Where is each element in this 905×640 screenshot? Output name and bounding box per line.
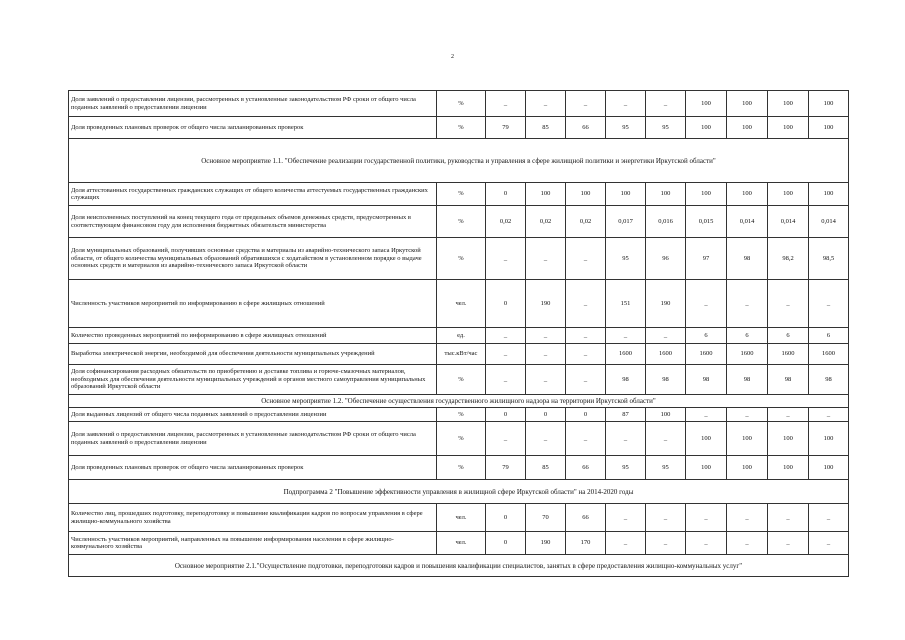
indicator-name: Доля заявлений о предоставлении лицензии, рассмотренных в установленные законодательством РФ сроки от общего числа поданных заявлений о предоставлении лицензии [69, 422, 437, 456]
value-cell: 96 [646, 238, 686, 280]
section-header-row [69, 139, 849, 183]
value-cell: 0,014 [768, 206, 809, 238]
table-row [69, 206, 849, 238]
unit-cell: чел. [437, 532, 486, 555]
value-cell: 100 [768, 183, 809, 206]
value-cell: 0,017 [606, 206, 646, 238]
value-cell: 98,2 [768, 238, 809, 280]
value-cell: 190 [526, 532, 566, 555]
value-cell: 100 [606, 183, 646, 206]
value-cell: _ [646, 532, 686, 555]
value-cell: _ [727, 280, 768, 328]
table-row [69, 456, 849, 480]
value-cell: 95 [606, 456, 646, 480]
value-cell: _ [566, 280, 606, 328]
table-row [69, 280, 849, 328]
value-cell: 151 [606, 280, 646, 328]
value-cell: 100 [768, 456, 809, 480]
value-cell: _ [486, 422, 526, 456]
table-row [69, 183, 849, 206]
section-title: Основное мероприятие 1.1. "Обеспечение реализации государственной политики, руководства и управления в сфере жилищной политики и энергетики Иркутской области" [69, 139, 849, 183]
value-cell: 0,016 [646, 206, 686, 238]
value-cell: _ [526, 365, 566, 395]
value-cell: _ [809, 504, 849, 532]
table-row [69, 238, 849, 280]
value-cell: _ [727, 408, 768, 422]
value-cell: 1600 [606, 344, 646, 365]
value-cell: 98,5 [809, 238, 849, 280]
section-title: Основное мероприятие 1.2. "Обеспечение осуществления государственного жилищного надзора на территории Иркутской области" [69, 395, 849, 408]
unit-cell: ед. [437, 328, 486, 344]
value-cell: 100 [646, 183, 686, 206]
table-row [69, 365, 849, 395]
unit-cell: % [437, 183, 486, 206]
indicators-table-body [69, 91, 849, 577]
value-cell: 100 [768, 422, 809, 456]
section-title: Подпрограмма 2 "Повышение эффективности управления в жилищной сфере Иркутской области" на 2014-2020 годы [69, 480, 849, 504]
value-cell: 100 [727, 422, 768, 456]
value-cell: 100 [566, 183, 606, 206]
table-row [69, 408, 849, 422]
value-cell: 190 [646, 280, 686, 328]
value-cell: _ [768, 532, 809, 555]
value-cell: 0 [526, 408, 566, 422]
indicator-name: Численность участников мероприятий по информированию в сфере жилищных отношений [69, 280, 437, 328]
value-cell: 1600 [809, 344, 849, 365]
indicator-name: Численность участников мероприятий, направленных на повышение информирования населения в сфере жилищно-коммунального хозяйства [69, 532, 437, 555]
value-cell: 98 [809, 365, 849, 395]
value-cell: 100 [686, 117, 727, 139]
value-cell: 97 [686, 238, 727, 280]
unit-cell: % [437, 117, 486, 139]
value-cell: _ [646, 328, 686, 344]
value-cell: 85 [526, 117, 566, 139]
value-cell: 100 [809, 91, 849, 117]
value-cell: _ [686, 408, 727, 422]
table-row [69, 504, 849, 532]
indicator-name: Доля аттестованных государственных гражданских служащих от общего количества аттестуемых государственных гражданских служащих [69, 183, 437, 206]
value-cell: 98 [768, 365, 809, 395]
table-row [69, 344, 849, 365]
value-cell: 85 [526, 456, 566, 480]
value-cell: _ [486, 328, 526, 344]
value-cell: _ [566, 328, 606, 344]
table-row [69, 91, 849, 117]
value-cell: 100 [809, 183, 849, 206]
value-cell: _ [809, 280, 849, 328]
value-cell: _ [646, 422, 686, 456]
value-cell: 170 [566, 532, 606, 555]
value-cell: 100 [526, 183, 566, 206]
unit-cell: % [437, 422, 486, 456]
value-cell: _ [566, 344, 606, 365]
value-cell: 6 [768, 328, 809, 344]
value-cell: 0 [486, 504, 526, 532]
value-cell: _ [566, 365, 606, 395]
value-cell: 6 [727, 328, 768, 344]
value-cell: 98 [727, 365, 768, 395]
value-cell: 66 [566, 456, 606, 480]
value-cell: _ [566, 422, 606, 456]
value-cell: 100 [768, 117, 809, 139]
page-number: 2 [451, 54, 454, 60]
value-cell: _ [768, 280, 809, 328]
unit-cell: % [437, 206, 486, 238]
value-cell: 98 [727, 238, 768, 280]
unit-cell: % [437, 365, 486, 395]
value-cell: 1600 [646, 344, 686, 365]
value-cell: 87 [606, 408, 646, 422]
value-cell: 100 [686, 183, 727, 206]
value-cell: _ [686, 504, 727, 532]
value-cell: 0,014 [809, 206, 849, 238]
value-cell: 100 [686, 422, 727, 456]
value-cell: 95 [606, 238, 646, 280]
value-cell: 98 [646, 365, 686, 395]
unit-cell: % [437, 238, 486, 280]
indicator-name: Доля муниципальных образований, получивших основные средства и материалы из аварийно-технического запаса Иркутской области, от общего количества муниципальных образований обратившихся с ходатайством в установленном порядке о выдаче основных средств и материалов из аварийно-технического запаса Иркутской области [69, 238, 437, 280]
value-cell: 100 [727, 183, 768, 206]
value-cell: 70 [526, 504, 566, 532]
value-cell: 100 [686, 91, 727, 117]
indicator-name: Количество проведенных мероприятий по информированию в сфере жилищных отношений [69, 328, 437, 344]
value-cell: 0,02 [526, 206, 566, 238]
value-cell: _ [686, 280, 727, 328]
value-cell: 6 [686, 328, 727, 344]
value-cell: 0,014 [727, 206, 768, 238]
value-cell: 66 [566, 117, 606, 139]
unit-cell: % [437, 91, 486, 117]
value-cell: 100 [727, 456, 768, 480]
value-cell: 0,02 [566, 206, 606, 238]
value-cell: 100 [809, 422, 849, 456]
value-cell: 6 [809, 328, 849, 344]
value-cell: 100 [809, 117, 849, 139]
value-cell: 95 [606, 117, 646, 139]
value-cell: _ [606, 328, 646, 344]
value-cell: 95 [646, 456, 686, 480]
value-cell: _ [486, 238, 526, 280]
unit-cell: % [437, 408, 486, 422]
table-row [69, 422, 849, 456]
unit-cell: чел. [437, 280, 486, 328]
section-title: Основное мероприятие 2.1."Осуществление подготовки, переподготовки кадров и повышения квалификации специалистов, занятых в сфере предоставления жилищно-коммунальных услуг" [69, 555, 849, 577]
value-cell: 98 [686, 365, 727, 395]
value-cell: 1600 [686, 344, 727, 365]
value-cell: _ [606, 504, 646, 532]
value-cell: 1600 [727, 344, 768, 365]
value-cell: _ [526, 91, 566, 117]
value-cell: 100 [809, 456, 849, 480]
value-cell: 0 [486, 532, 526, 555]
value-cell: _ [486, 365, 526, 395]
value-cell: 0 [486, 280, 526, 328]
value-cell: _ [566, 91, 606, 117]
value-cell: _ [606, 91, 646, 117]
value-cell: _ [768, 408, 809, 422]
indicator-name: Количество лиц, прошедших подготовку, переподготовку и повышение квалификации кадров по вопросам управления в сфере жилищно-коммунального хозяйства [69, 504, 437, 532]
indicator-name: Доля проведенных плановых проверок от общего числа запланированных проверок [69, 456, 437, 480]
value-cell: 98 [606, 365, 646, 395]
value-cell: _ [809, 532, 849, 555]
value-cell: 190 [526, 280, 566, 328]
value-cell: _ [526, 422, 566, 456]
value-cell: _ [526, 344, 566, 365]
value-cell: 0 [486, 408, 526, 422]
value-cell: _ [526, 328, 566, 344]
value-cell: 100 [646, 408, 686, 422]
indicator-name: Выработка электрической энергии, необходимой для обеспечения деятельности муниципальных учреждений [69, 344, 437, 365]
section-header-row [69, 555, 849, 577]
unit-cell: тыс.кВт/час [437, 344, 486, 365]
section-header-row [69, 480, 849, 504]
value-cell: 0 [566, 408, 606, 422]
value-cell: 66 [566, 504, 606, 532]
section-header-row [69, 395, 849, 408]
value-cell: _ [486, 344, 526, 365]
value-cell: 0,015 [686, 206, 727, 238]
value-cell: 100 [686, 456, 727, 480]
value-cell: 95 [646, 117, 686, 139]
value-cell: 100 [727, 91, 768, 117]
indicator-name: Доля заявлений о предоставлении лицензии, рассмотренных в установленные законодательством РФ сроки от общего числа поданных заявлений о предоставлении лицензии [69, 91, 437, 117]
value-cell: 79 [486, 117, 526, 139]
value-cell: _ [686, 532, 727, 555]
table-row [69, 532, 849, 555]
value-cell: 1600 [768, 344, 809, 365]
indicator-name: Доля проведенных плановых проверок от общего числа запланированных проверок [69, 117, 437, 139]
unit-cell: % [437, 456, 486, 480]
value-cell: _ [727, 532, 768, 555]
value-cell: _ [486, 91, 526, 117]
value-cell: _ [727, 504, 768, 532]
indicators-table [68, 90, 849, 577]
table-row [69, 328, 849, 344]
value-cell: _ [566, 238, 606, 280]
value-cell: _ [809, 408, 849, 422]
value-cell: 0,02 [486, 206, 526, 238]
value-cell: 0 [486, 183, 526, 206]
unit-cell: чел. [437, 504, 486, 532]
value-cell: 100 [727, 117, 768, 139]
value-cell: 79 [486, 456, 526, 480]
value-cell: 100 [768, 91, 809, 117]
indicator-name: Доля неисполненных поступлений на конец текущего года от предельных объемов денежных средств, предусмотренных в соответствующем финансовом году для исполнения бюджетных обязательств министерства [69, 206, 437, 238]
value-cell: _ [606, 422, 646, 456]
value-cell: _ [646, 91, 686, 117]
value-cell: _ [768, 504, 809, 532]
indicator-name: Доля софинансирования расходных обязательств по приобретению и доставке топлива и горюче-смазочных материалов, необходимых для обеспечения деятельности муниципальных учреждений и органов местного самоуправления муниципальных образований Иркутской области [69, 365, 437, 395]
value-cell: _ [606, 532, 646, 555]
indicator-name: Доля выданных лицензий от общего числа поданных заявлений о предоставлении лицензии [69, 408, 437, 422]
table-row [69, 117, 849, 139]
value-cell: _ [526, 238, 566, 280]
value-cell: _ [646, 504, 686, 532]
